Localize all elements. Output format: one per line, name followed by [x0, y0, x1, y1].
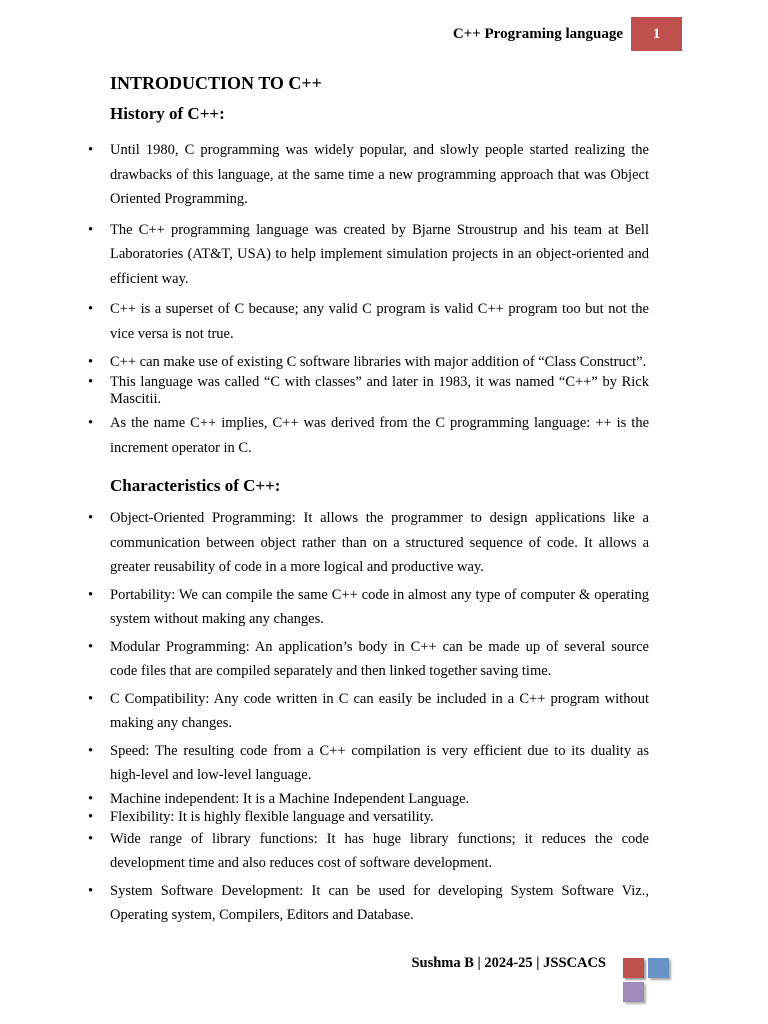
page-number-badge	[631, 17, 682, 51]
history-list	[88, 138, 649, 460]
decorative-square-purple	[623, 982, 644, 1002]
list-item: • Modular Programming: An application’s body in C++ can be made up of several source code files that are compiled separately and then linked together saving time.	[88, 635, 649, 684]
footer-text: Sushma B | 2024-25 | JSSCACS	[411, 955, 606, 971]
list-item: • Speed: The resulting code from a C++ compilation is very efficient due to its duality as high-level and low-level language.	[88, 739, 649, 788]
decorative-square-red	[623, 958, 644, 978]
list-item: • Flexibility: It is highly flexible language and versatility.	[88, 809, 649, 826]
header-title: C++ Programing language	[452, 26, 623, 42]
list-item: • C++ is a superset of C because; any valid C program is valid C++ program too but not the vice versa is not true.	[88, 297, 649, 346]
page-content	[88, 70, 649, 928]
list-item: • Until 1980, C programming was widely popular, and slowly people started realizing the drawbacks of this language, at the same time a new programming approach that was Object Oriented Programming.	[88, 138, 649, 212]
characteristics-heading: Characteristics of C++:	[110, 476, 281, 495]
history-heading: History of C++:	[110, 104, 225, 123]
list-item: • This language was called “C with classes” and later in 1983, it was named “C++” by Rick Mascitii.	[88, 374, 649, 408]
list-item: • Portability: We can compile the same C++ code in almost any type of computer & operating system without making any changes.	[88, 583, 649, 632]
list-item: • Wide range of library functions: It has huge library functions; it reduces the code development time and also reduces cost of software development.	[88, 827, 649, 876]
list-item: • C Compatibility: Any code written in C can easily be included in a C++ program without making any changes.	[88, 687, 649, 736]
list-item: • As the name C++ implies, C++ was derived from the C programming language: ++ is the increment operator in C.	[88, 411, 649, 460]
list-item: • C++ can make use of existing C software libraries with major addition of “Class Construct”.	[88, 354, 649, 371]
page-number: 1	[652, 25, 661, 42]
list-item: • Machine independent: It is a Machine Independent Language.	[88, 791, 649, 808]
decorative-square-blue	[648, 958, 669, 978]
main-title: INTRODUCTION TO C++	[110, 73, 322, 93]
list-item: • System Software Development: It can be used for developing System Software Viz., Operating system, Compilers, Editors and Database.	[88, 879, 649, 928]
list-item: • The C++ programming language was created by Bjarne Stroustrup and his team at Bell Laboratories (AT&T, USA) to help implement simulation projects in an object-oriented and efficient way.	[88, 218, 649, 292]
list-item: • Object-Oriented Programming: It allows the programmer to design applications like a communication between object rather than on a structured sequence of code. It allows a greater reusability of code in a more logical and productive way.	[88, 506, 649, 580]
characteristics-list	[88, 506, 649, 928]
